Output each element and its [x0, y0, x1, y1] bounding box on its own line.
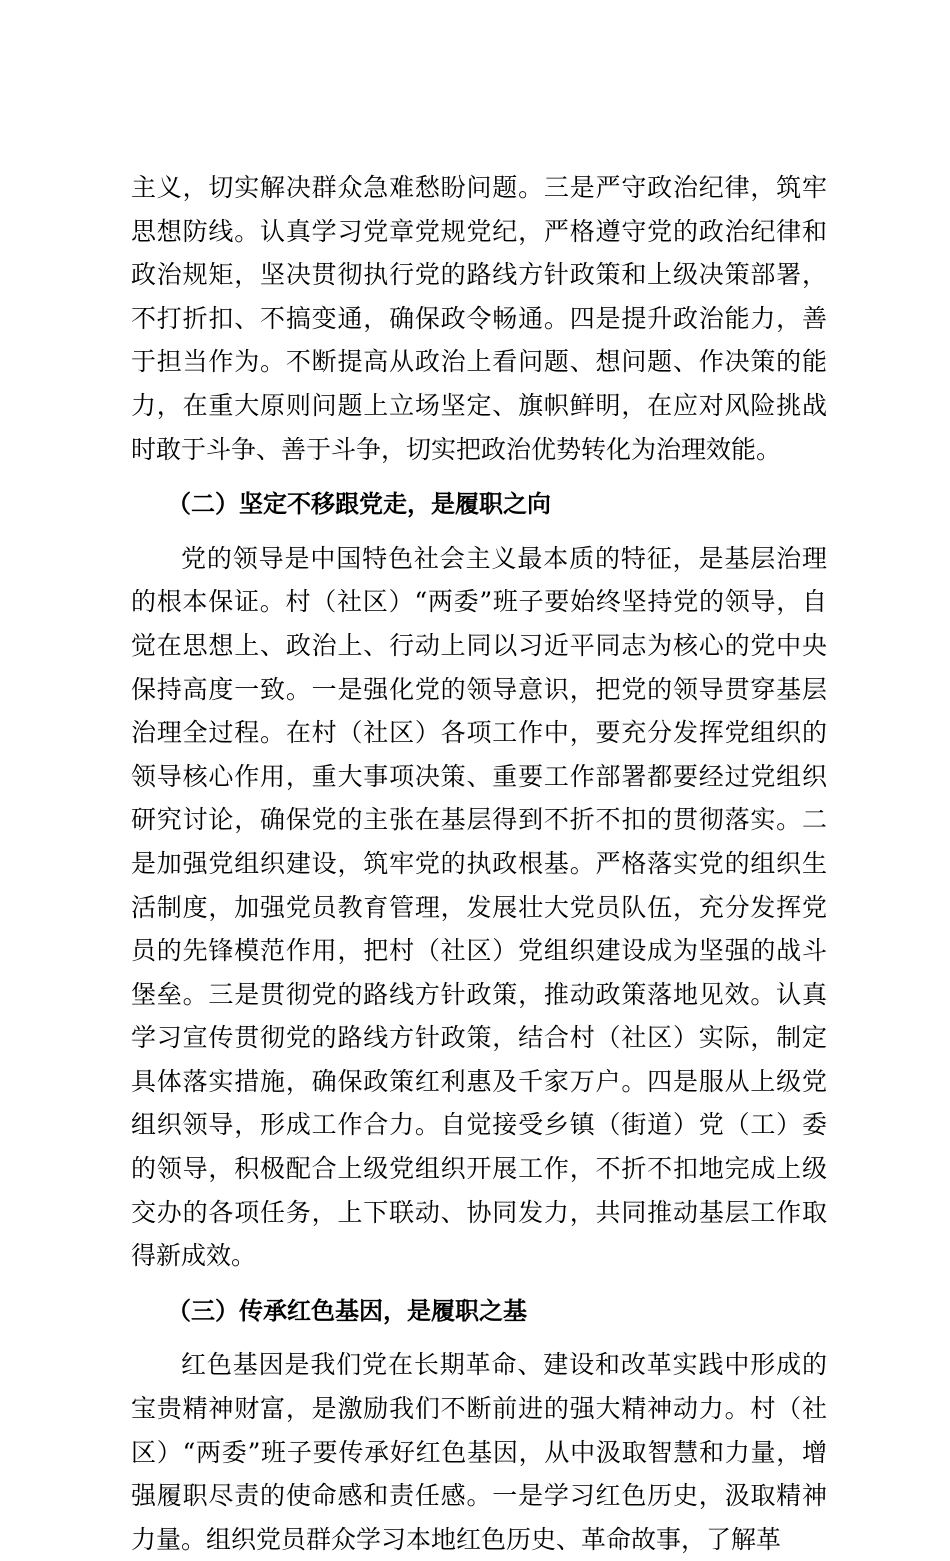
section-3-paragraph: 红色基因是我们党在长期革命、建设和改革实践中形成的宝贵精神财富，是激励我们不断前进的强大精神动力。村（社区）“两委”班子要传承好红色基因，从中汲取智慧和力量，增强履职尽责的使命感和责任感。一是学习红色历史，汲取精神力量。组织党员群众学习本地红色历史、革命故事，了解革: [131, 1350, 827, 1554]
section-heading-3: （三）传承红色基因，是履职之基: [167, 1296, 527, 1325]
section-2-paragraph: 党的领导是中国特色社会主义最本质的特征，是基层治理的根本保证。村（社区）“两委”班子要始终坚持党的领导，自觉在思想上、政治上、行动上同以习近平同志为核心的党中央保持高度一致。一是强化党的领导意识，把党的领导贯穿基层治理全过程。在村（社区）各项工作中，要充分发挥党组织的领导核心作用，重大事项决策、重要工作部署都要经过党组织研究讨论，确保党的主张在基层得到不折不扣的贯彻落实。二是加强党组织建设，筑牢党的执政根基。严格落实党的组织生活制度，加强党员教育管理，发展壮大党员队伍，充分发挥党员的先锋模范作用，把村（社区）党组织建设成为坚强的战斗堡垒。三是贯彻党的路线方针政策，推动政策落地见效。认真学习宣传贯彻党的路线方针政策，结合村（社区）实际，制定具体落实措施，确保政策红利惠及千家万户。四是服从上级党组织领导，形成工作合力。自觉接受乡镇（街道）党（工）委的领导，积极配合上级党组织开展工作，不折不扣地完成上级交办的各项任务，上下联动、协同发力，共同推动基层工作取得新成效。: [131, 543, 827, 1271]
paragraph-continuation: 主义，切实解决群众急难愁盼问题。三是严守政治纪律，筑牢思想防线。认真学习党章党规党纪，严格遵守党的政治纪律和政治规矩，坚决贯彻执行党的路线方针政策和上级决策部署，不打折扣、不搞变通，确保政令畅通。四是提升政治能力，善于担当作为。不断提高从政治上看问题、想问题、作决策的能力，在重大原则问题上立场坚定、旗帜鲜明，在应对风险挑战时敢于斗争、善于斗争，切实把政治优势转化为治理效能。: [131, 173, 827, 464]
section-heading-2: （二）坚定不移跟党走，是履职之向: [167, 490, 551, 519]
document-body: [131, 166, 827, 1561]
